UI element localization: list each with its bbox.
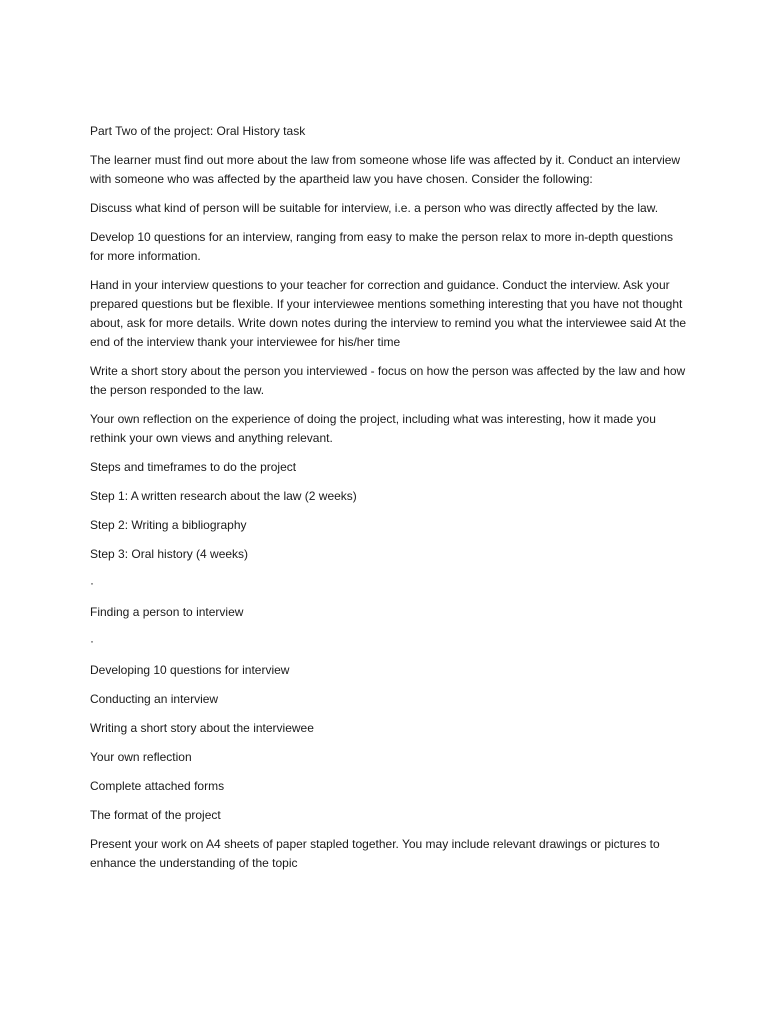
finding-person-item: Finding a person to interview — [90, 605, 244, 619]
developing-questions-item: Developing 10 questions for interview — [90, 663, 290, 677]
complete-forms-item: Complete attached forms — [90, 779, 225, 793]
short-story-paragraph: Write a short story about the person you interviewed - focus on how the person was affected by the law and how the person responded to the law. — [90, 364, 686, 397]
format-heading: The format of the project — [90, 808, 221, 822]
document-page — [90, 122, 690, 883]
develop-questions-paragraph: Develop 10 questions for an interview, ranging from easy to make the person relax to more in-depth questions for more information. — [90, 230, 673, 263]
part-two-heading: Part Two of the project: Oral History task — [90, 124, 306, 138]
step-1: Step 1: A written research about the law (2 weeks) — [90, 489, 357, 503]
step-2: Step 2: Writing a bibliography — [90, 518, 247, 532]
bullet-dot: · — [90, 634, 94, 648]
steps-heading: Steps and timeframes to do the project — [90, 460, 297, 474]
intro-paragraph: The learner must find out more about the law from someone whose life was affected by it. Conduct an interview with someone who was affected by the apartheid law you have chosen. Consider the following: — [90, 153, 681, 186]
present-work-paragraph: Present your work on A4 sheets of paper stapled together. You may include relevant drawings or pictures to enhance the understanding of the topic — [90, 837, 660, 870]
own-reflection-item: Your own reflection — [90, 750, 192, 764]
writing-story-item: Writing a short story about the interviewee — [90, 721, 314, 735]
bullet-dot: · — [90, 576, 94, 590]
conduct-interview-paragraph: Hand in your interview questions to your teacher for correction and guidance. Conduct the interview. Ask your prepared questions but be flexible. If your interviewee mentions something interesting that you have not thought about, ask for more details. Write down notes during the interview to remind you what the interviewee said At the end of the interview thank your interviewee for his/her time — [90, 278, 687, 349]
suitable-person-paragraph: Discuss what kind of person will be suitable for interview, i.e. a person who was directly affected by the law. — [90, 201, 659, 215]
step-3: Step 3: Oral history (4 weeks) — [90, 547, 249, 561]
reflection-paragraph: Your own reflection on the experience of doing the project, including what was interesting, how it made you rethink your own views and anything relevant. — [90, 412, 656, 445]
conducting-interview-item: Conducting an interview — [90, 692, 219, 706]
